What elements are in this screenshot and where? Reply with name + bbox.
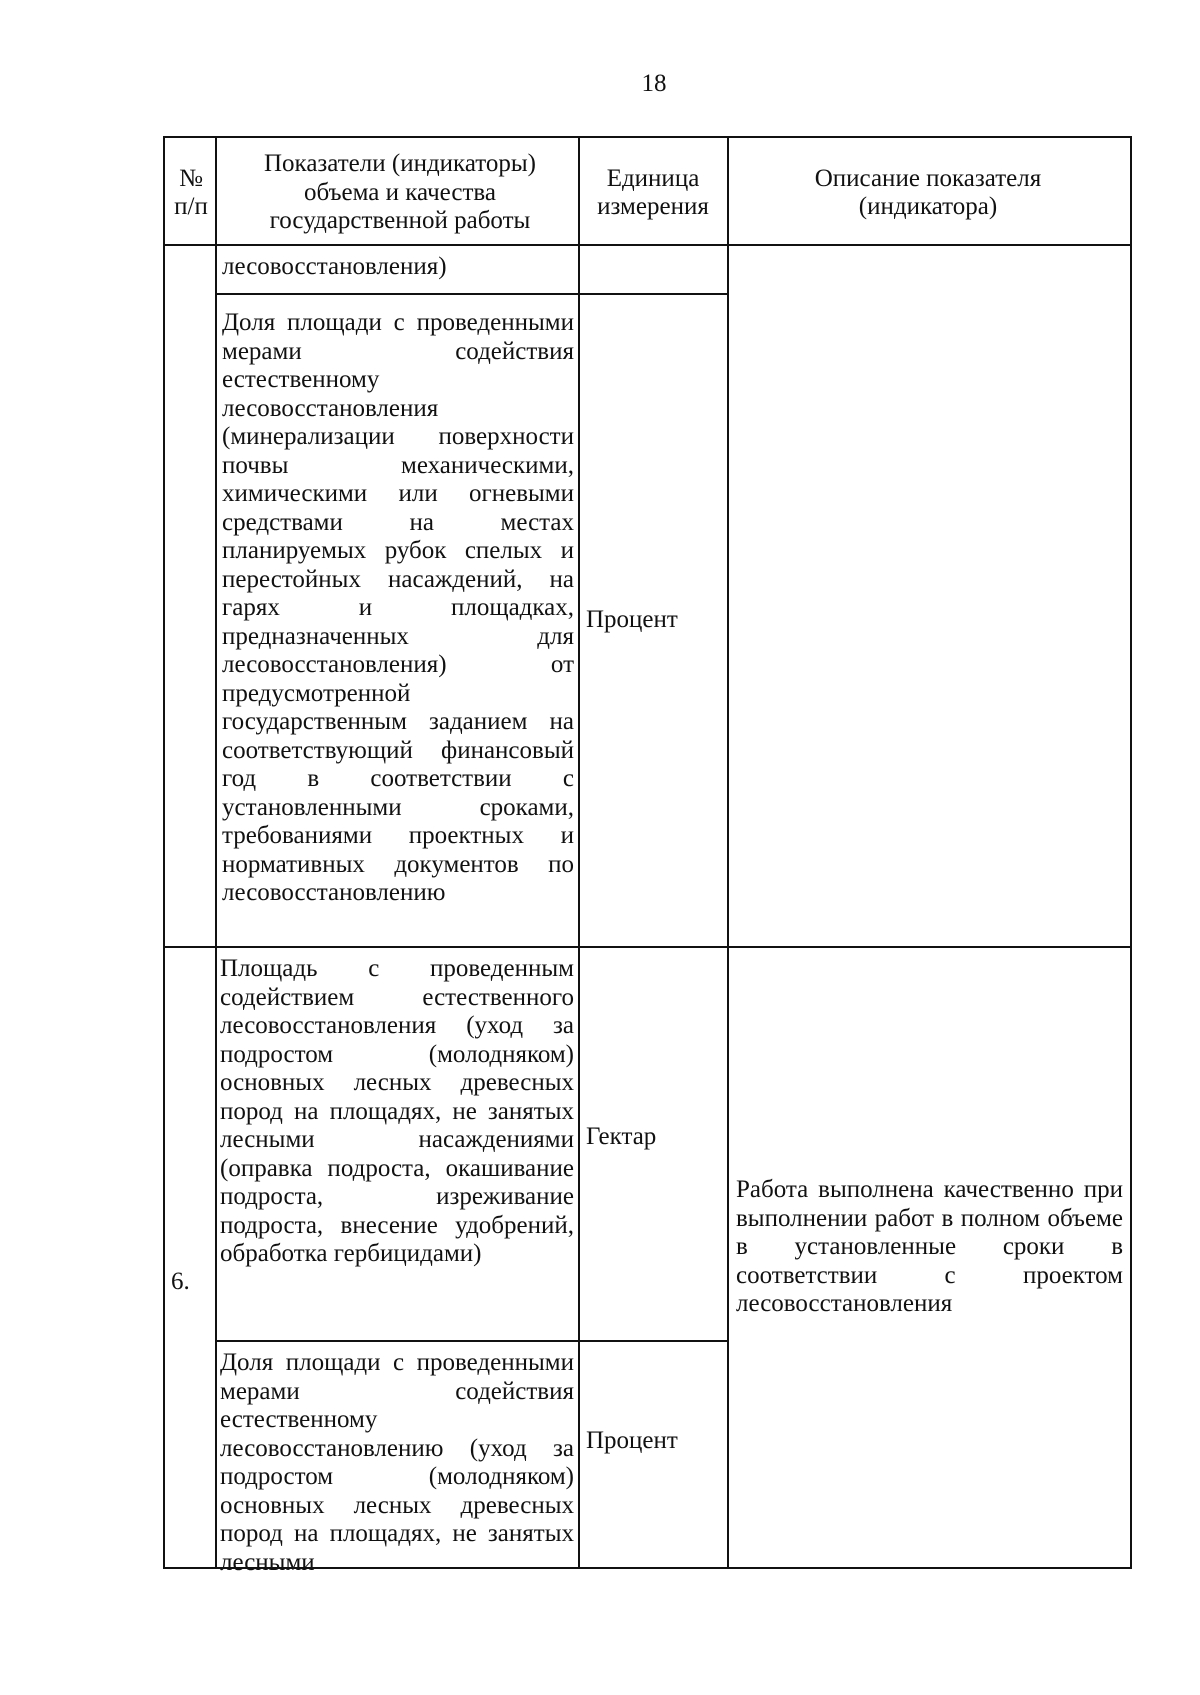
description-row6: Работа выполнена качественно при выполнении работ в полном объеме в установленные сроки в соответствии с проектом лесовосстановления	[736, 1176, 1123, 1317]
row-divider-row6	[163, 946, 1132, 948]
table-border-right	[1130, 136, 1132, 1569]
indicator-area-assistance: Площадь с проведенным содействием естественного лесовосстановления (уход за подростом (молодняком) основных лесных древесных пород на площадях, не занятых лесными насаждениями (оправка подроста, окашивание подроста, изреживание подроста, внесение удобрений, обработка гербицидами)	[220, 955, 574, 1267]
header-description: Описание показателя (индикатора)	[814, 164, 1042, 220]
header-number: № п/п	[174, 164, 208, 220]
header-indicator: Показатели (индикаторы) объема и качества государственной работы	[264, 150, 536, 235]
table-border-left	[163, 136, 165, 1569]
indicator-share-mineralization: Доля площади с проведенными мерами содействия естественному лесовосстановления (минерализации поверхности почвы механическими, химическими или огневыми средствами на местах планируемых рубок спелых и перестойных насаждений, на гарях и площадках, предназначенных для лесовосстановления) от предусмотренной государственным заданием на соответствующий финансовый год в соответствии с установленными сроками, требованиями проектных и нормативных документов по лесовосстановлению	[222, 309, 574, 906]
column-divider-1	[215, 136, 217, 1569]
table-border-top	[163, 136, 1132, 138]
indicator-table	[163, 136, 1132, 1576]
indicator-continuation: лесовосстановления)	[222, 253, 447, 280]
indicator-share-assistance: Доля площади с проведенными мерами содействия естественному лесовосстановлению (уход за подростом (молодняком) основных лесных древесных пород на площадях, не занятых лесными	[220, 1349, 574, 1576]
header-divider	[163, 244, 1132, 246]
row-number-6: 6.	[171, 1268, 190, 1295]
page-number: 18	[641, 70, 667, 97]
row-divider-share	[215, 1340, 729, 1342]
header-unit: Единица измерения	[597, 164, 709, 220]
row-divider-continuation	[215, 293, 729, 295]
unit-area-assistance: Гектар	[586, 1123, 657, 1150]
unit-share-assistance: Процент	[586, 1427, 678, 1454]
column-divider-2	[578, 136, 580, 1569]
unit-share-mineralization: Процент	[586, 606, 678, 633]
column-divider-3	[727, 136, 729, 1569]
